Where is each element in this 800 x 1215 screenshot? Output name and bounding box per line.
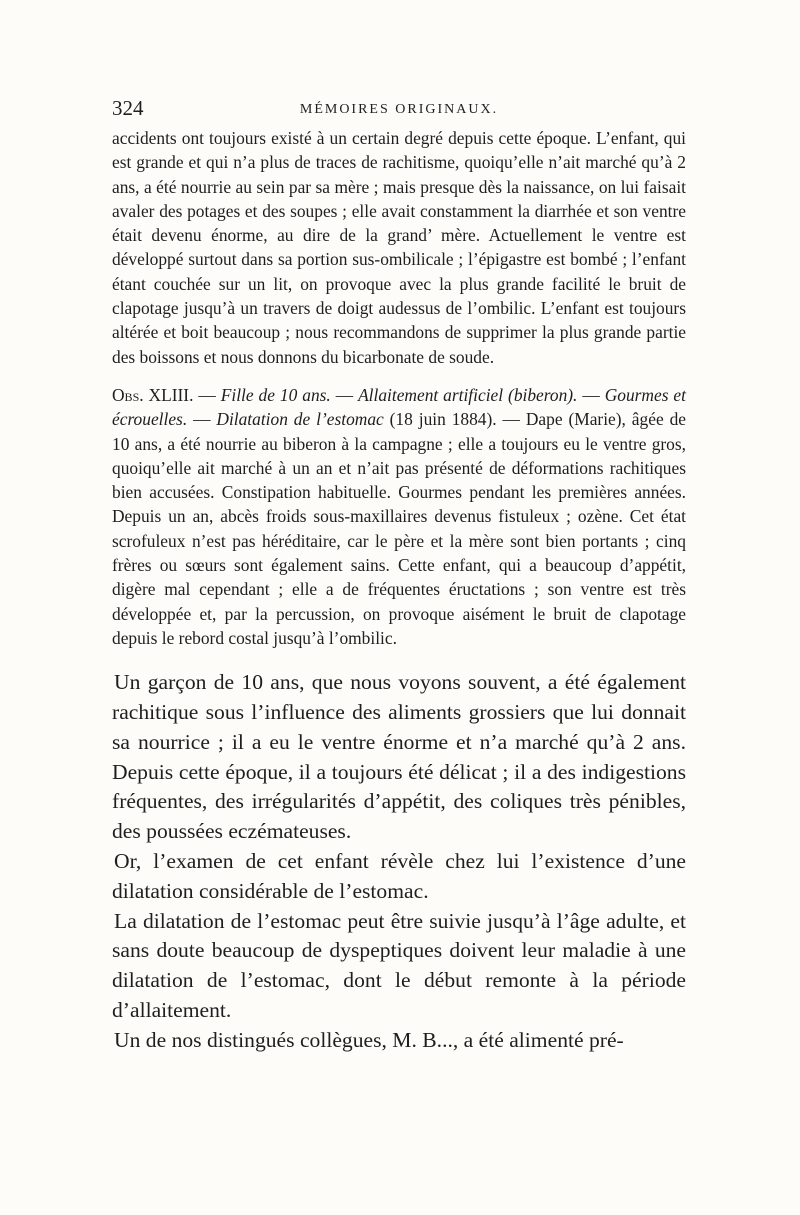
- body-paragraph-exam: Or, l’examen de cet enfant révèle chez lui l’existence d’une dilatation considérable de l’estomac.: [112, 849, 686, 903]
- body-paragraph-colleague: Un de nos distingués collègues, M. B..., a été alimenté pré-: [114, 1027, 624, 1052]
- observation-dash: —: [577, 384, 605, 405]
- observation-date: (18 juin 1884). —: [383, 409, 526, 430]
- running-title: MÉMOIRES ORIGINAUX.: [299, 102, 499, 117]
- observation-dash: —: [193, 384, 221, 405]
- page-number: 324: [112, 96, 144, 120]
- document-page: [112, 96, 686, 1056]
- body-paragraph-adult: La dilatation de l’estomac peut être suivie jusqu’à l’âge adulte, et sans doute beaucoup de dyspeptiques doivent leur maladie à une dilatation de l’estomac, dont le début remonte à la période d’allaitement.: [112, 908, 686, 1022]
- observation-label: Obs. XLIII.: [112, 384, 194, 405]
- observation-43: [112, 383, 686, 650]
- observation-title-condition: Gourmes et écrouelles.: [112, 384, 686, 430]
- case-paragraph-continued: accidents ont toujours existé à un certain degré depuis cette époque. L’enfant, qui est grande et qui n’a plus de traces de rachitisme, quoiqu’elle n’ait marché qu’à 2 ans, a été nourrie au sein par sa mère ; mais presque dès la naissance, on lui faisait avaler des potages et des soupes ; elle avait constamment la diarrhée et son ventre était devenu énorme, au dire de la grand’ mère. Actuellement le ventre est développé surtout dans sa portion sus-ombilicale ; l’épigastre est bombé ; l’enfant étant couchée sur un lit, on provoque avec la plus grande facilité le bruit de clapotage jusqu’à un travers de doigt audessus de l’ombilic. L’enfant est toujours altérée et boit beaucoup ; nous recommandons de supprimer la plus grande partie des boissons et nous donnons du bicarbonate de soude.: [112, 128, 686, 367]
- page-header: [112, 96, 686, 126]
- observation-title-diagnosis: Dilatation de l’estomac: [216, 409, 384, 430]
- observation-title-feeding: Allaitement artificiel (biberon).: [358, 384, 578, 405]
- observation-dash: —: [330, 384, 359, 405]
- case-notes-section: [112, 126, 686, 650]
- observation-title-patient: Fille de 10 ans.: [220, 384, 331, 405]
- main-text-section: [112, 668, 686, 1055]
- body-paragraph-boy-case: Un garçon de 10 ans, que nous voyons souvent, a été également rachitique sous l’influence des aliments grossiers que lui donnait sa nourrice ; il a eu le ventre énorme et n’a marché qu’à 2 ans. Depuis cette époque, il a toujours été délicat ; il a des indigestions fréquentes, des irrégularités d’appétit, des coliques très pénibles, des poussées eczémateuses.: [112, 670, 686, 844]
- observation-body: Dape (Marie), âgée de 10 ans, a été nourrie au biberon à la campagne ; elle a toujours eu le ventre gros, quoiqu’elle ait marché à un an et n’ait pas présenté de déformations rachitiques bien accusées. Constipation habituelle. Gourmes pendant les premières années. Depuis un an, abcès froids sous-maxillaires devenus fistuleux ; ozène. Cet état scrofuleux n’est pas héréditaire, car le père et la mère sont bien portants ; cinq frères ou sœurs sont également sains. Cette enfant, qui a beaucoup d’appétit, digère mal cependant ; elle a de fréquentes éructations ; son ventre est très développée et, par la percussion, on provoque aisément le bruit de clapotage depuis le rebord costal jusqu’à l’ombilic.: [112, 409, 686, 648]
- observation-dash: —: [187, 409, 217, 430]
